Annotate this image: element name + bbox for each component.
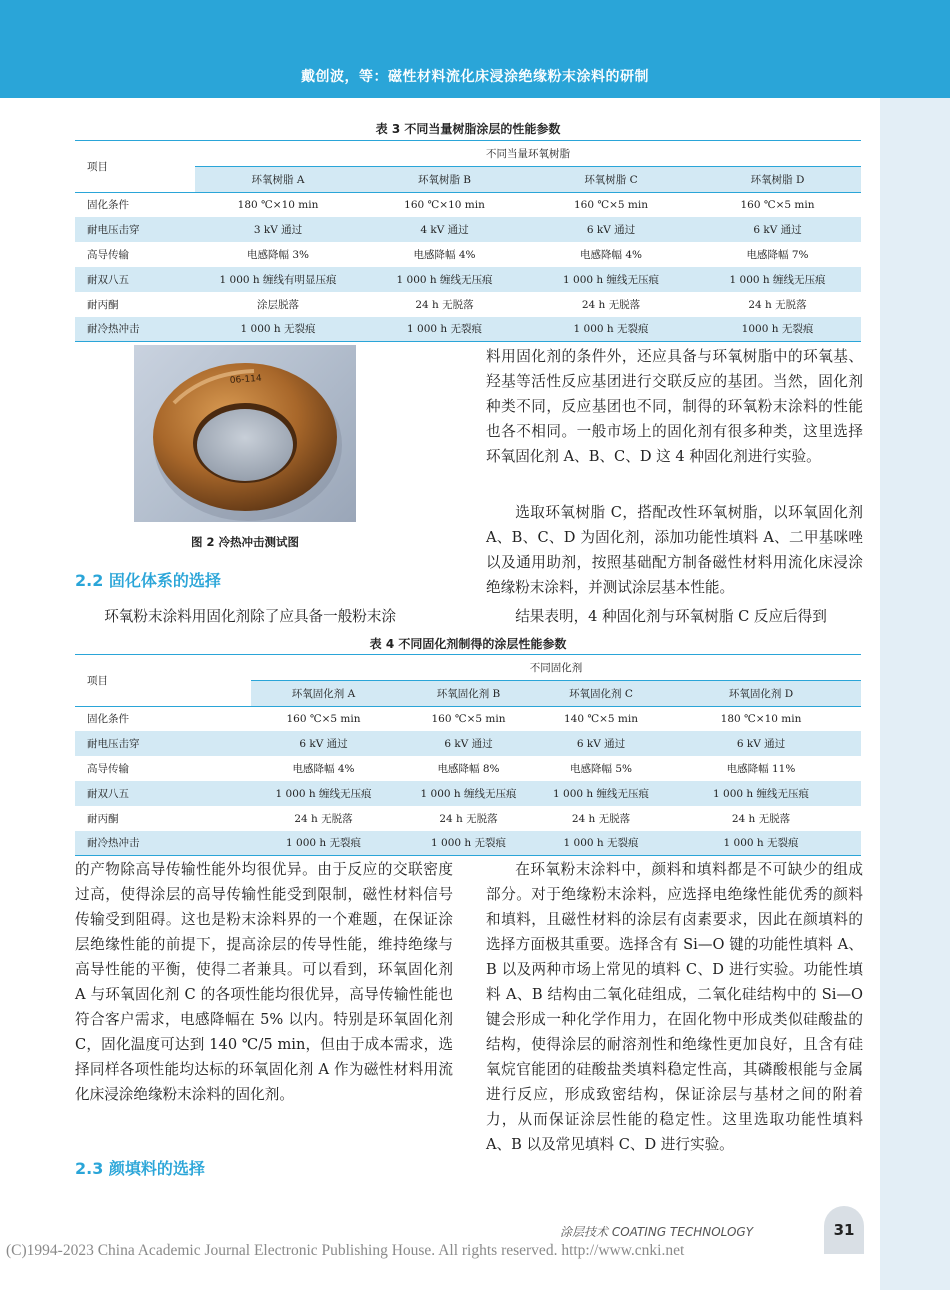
table-cell: 4 kV 通过 <box>361 217 528 242</box>
right-margin-band <box>880 98 950 1290</box>
table-cell: 6 kV 通过 <box>694 217 861 242</box>
row-label: 耐冷热冲击 <box>75 317 195 342</box>
table-row <box>75 317 861 342</box>
left-column-paragraph: 的产物除高导传输性能外均很优异。由于反应的交联密度过高，使得涂层的高导传输性能受到限制，磁性材料信号传输受到阻碍。这也是粉末涂料界的一个难题，在保证涂层绝缘性能的前提下，提高涂层的传导性能，维持绝缘与高导性能的平衡，使得二者兼具。可以看到，环氧固化剂 A 与环氧固化剂 C 的各项性能均很优异，高导传输性能也符合客户需求，电感降幅在 5% 以内。特别是环氧固化剂 C，固化温度可达到 140 ℃/5 min，但由于成本需求，选择同样各项性能均达标的环氧固化剂 A 作为磁性材料用流化床浸涂绝缘粉末涂料的固化剂。 <box>75 861 453 1103</box>
table-cell: 24 h 无脱落 <box>294 812 353 825</box>
table-cell: 160 ℃×5 min <box>528 192 694 217</box>
table4-col-header: 环氧固化剂 B <box>396 680 541 706</box>
table-row <box>75 806 861 831</box>
table-cell: 180 ℃×10 min <box>661 706 861 731</box>
table-cell: 涂层脱落 <box>257 298 299 311</box>
table3-col-header: 环氧树脂 A <box>195 166 361 192</box>
table-row <box>75 756 861 781</box>
table4-caption: 表 4 不同固化剂制得的涂层性能参数 <box>369 637 567 651</box>
table-cell: 电感降幅 4% <box>292 763 355 776</box>
running-header-title: 戴创波，等：磁性材料流化床浸涂绝缘粉末涂料的研制 <box>301 69 649 85</box>
figure2-stamp-text: 06-114 <box>229 373 263 386</box>
table-row <box>75 217 861 242</box>
table-cell: 1 000 h 缠线无压痕 <box>396 781 541 806</box>
section22-paragraph-start: 环氧粉末涂料用固化剂除了应具备一般粉末涂 <box>104 608 397 625</box>
table-cell: 24 h 无脱落 <box>571 812 631 825</box>
table3-col-header: 环氧树脂 B <box>361 166 528 192</box>
table-cell: 1 000 h 缠线无压痕 <box>361 267 528 292</box>
table4-col-header: 环氧固化剂 C <box>541 680 661 706</box>
table-cell: 160 ℃×5 min <box>396 706 541 731</box>
table-cell: 1 000 h 无裂痕 <box>541 831 661 856</box>
table-cell: 1 000 h 无裂痕 <box>251 831 396 856</box>
row-label: 耐丙酮 <box>87 812 119 825</box>
table-cell: 1 000 h 无裂痕 <box>195 317 361 342</box>
table-cell: 1 000 h 缠线无压痕 <box>661 781 861 806</box>
row-label: 耐双八五 <box>75 267 195 292</box>
page-number: 31 <box>824 1206 864 1254</box>
row-label: 固化条件 <box>75 706 251 731</box>
table-cell: 1 000 h 无裂痕 <box>661 831 861 856</box>
table-cell: 24 h 无脱落 <box>748 298 807 311</box>
table-cell: 1 000 h 无裂痕 <box>396 831 541 856</box>
section-2-2-heading: 2.2 固化体系的选择 <box>75 571 221 590</box>
journal-name: 涂层技术 COATING TECHNOLOGY <box>560 1225 754 1239</box>
table-cell: 电感降幅 3% <box>247 249 309 262</box>
table-cell: 1 000 h 缠线无压痕 <box>694 267 861 292</box>
table-cell: 160 ℃×5 min <box>694 192 861 217</box>
table4-col-header: 环氧固化剂 D <box>661 680 861 706</box>
table3 <box>75 140 861 342</box>
table-cell: 电感降幅 8% <box>437 763 500 776</box>
table4-group-header: 不同固化剂 <box>251 655 861 681</box>
toroid-core-image <box>134 345 356 522</box>
table-cell: 6 kV 通过 <box>396 731 541 756</box>
table-cell: 180 ℃×10 min <box>195 192 361 217</box>
right-column-paragraph-1: 料用固化剂的条件外，还应具备与环氧树脂中的环氧基、羟基等活性反应基团进行交联反应的基团。当然，固化剂种类不同，反应基团也不同，制得的环氧粉末涂料的性能也各不相同。一般市场上的固化剂有很多种类，这里选择环氧固化剂 A、B、C、D 这 4 种固化剂进行实验。 <box>486 348 863 465</box>
table-cell: 24 h 无脱落 <box>731 812 791 825</box>
table-cell: 140 ℃×5 min <box>541 706 661 731</box>
copyright-notice: (C)1994-2023 China Academic Journal Electronic Publishing House. All rights reserved. http://www.cnki.net <box>6 1242 685 1259</box>
table-cell: 1 000 h 无裂痕 <box>528 317 694 342</box>
table4-col-header: 环氧固化剂 A <box>251 680 396 706</box>
table-cell: 6 kV 通过 <box>661 731 861 756</box>
section-2-3-heading: 2.3 颜填料的选择 <box>75 1159 205 1178</box>
row-label: 耐电压击穿 <box>75 217 195 242</box>
table3-group-header: 不同当量环氧树脂 <box>195 141 861 167</box>
table-row <box>75 242 861 267</box>
table-cell: 160 ℃×5 min <box>251 706 396 731</box>
right-column-paragraph-4: 在环氧粉末涂料中，颜料和填料都是不可缺少的组成部分。对于绝缘粉末涂料，应选择电绝缘性能优秀的颜料和填料，且磁性材料的涂层有卤素要求，因此在颜填料的选择方面极其重要。选择含有 Si—O 键的功能性填料 A、B 以及两种市场上常见的填料 C、D 进行实验。功能性填料 A、B 结构由二氧化硅组成，二氧化硅结构中的 Si—O 键会形成一种化学作用力，在固化物中形成类似硅酸盐的结构，使得涂层的耐溶剂性和绝缘性更加良好，且含有硅氧烷官能团的硅酸盐类填料稳定性高，其磷酸根能与金属进行反应，形成致密结构，保证涂层与基材之间的附着力，从而保证涂层性能的稳定性。这里选取功能性填料 A、B 以及常见填料 C、D 进行实验。 <box>486 861 863 1153</box>
table-cell: 6 kV 通过 <box>251 731 396 756</box>
right-column-paragraph-3: 结果表明，4 种固化剂与环氧树脂 C 反应后得到 <box>515 608 827 625</box>
table-row <box>75 731 861 756</box>
table3-col-header: 环氧树脂 D <box>694 166 861 192</box>
table-row <box>75 292 861 317</box>
table-cell: 160 ℃×10 min <box>361 192 528 217</box>
right-column-paragraph-2: 选取环氧树脂 C，搭配改性环氧树脂，以环氧固化剂 A、B、C、D 为固化剂，添加功能性填料 A、二甲基咪唑以及通用助剂，按照基础配方制备磁性材料用流化床浸涂绝缘粉末涂料，并测试涂层基本性能。 <box>486 504 863 596</box>
table-row <box>75 781 861 806</box>
table-cell: 6 kV 通过 <box>541 731 661 756</box>
table3-caption: 表 3 不同当量树脂涂层的性能参数 <box>375 122 561 136</box>
table3-col-header: 环氧树脂 C <box>528 166 694 192</box>
row-label: 高导传输 <box>87 249 129 262</box>
table-cell: 24 h 无脱落 <box>439 812 498 825</box>
table-cell: 1 000 h 缠线无压痕 <box>528 267 694 292</box>
table-row <box>75 267 861 292</box>
row-label: 耐电压击穿 <box>75 731 251 756</box>
table-cell: 电感降幅 11% <box>726 763 796 776</box>
row-label: 耐双八五 <box>75 781 251 806</box>
table4 <box>75 654 861 856</box>
table4-item-header: 项目 <box>75 655 251 707</box>
figure2-caption: 图 2 冷热冲击测试图 <box>190 535 299 549</box>
table-cell: 1 000 h 缠线无压痕 <box>251 781 396 806</box>
table-cell: 电感降幅 4% <box>413 249 476 262</box>
table-row <box>75 831 861 856</box>
row-label: 耐丙酮 <box>87 298 119 311</box>
table-cell: 1 000 h 无裂痕 <box>361 317 528 342</box>
table-cell: 24 h 无脱落 <box>581 298 641 311</box>
table-cell: 24 h 无脱落 <box>415 298 474 311</box>
table3-item-header: 项目 <box>75 141 195 193</box>
table-cell: 电感降幅 4% <box>580 249 642 262</box>
table-cell: 1 000 h 缠线无压痕 <box>541 781 661 806</box>
row-label: 高导传输 <box>87 763 129 776</box>
table-cell: 3 kV 通过 <box>195 217 361 242</box>
table-row <box>75 706 861 731</box>
table-cell: 电感降幅 5% <box>570 763 632 776</box>
row-label: 固化条件 <box>75 192 195 217</box>
table-row <box>75 192 861 217</box>
figure2-photo <box>134 345 356 522</box>
row-label: 耐冷热冲击 <box>75 831 251 856</box>
table-cell: 1 000 h 缠线有明显压痕 <box>195 267 361 292</box>
table-cell: 1000 h 无裂痕 <box>694 317 861 342</box>
table-cell: 6 kV 通过 <box>528 217 694 242</box>
table-cell: 电感降幅 7% <box>746 249 809 262</box>
